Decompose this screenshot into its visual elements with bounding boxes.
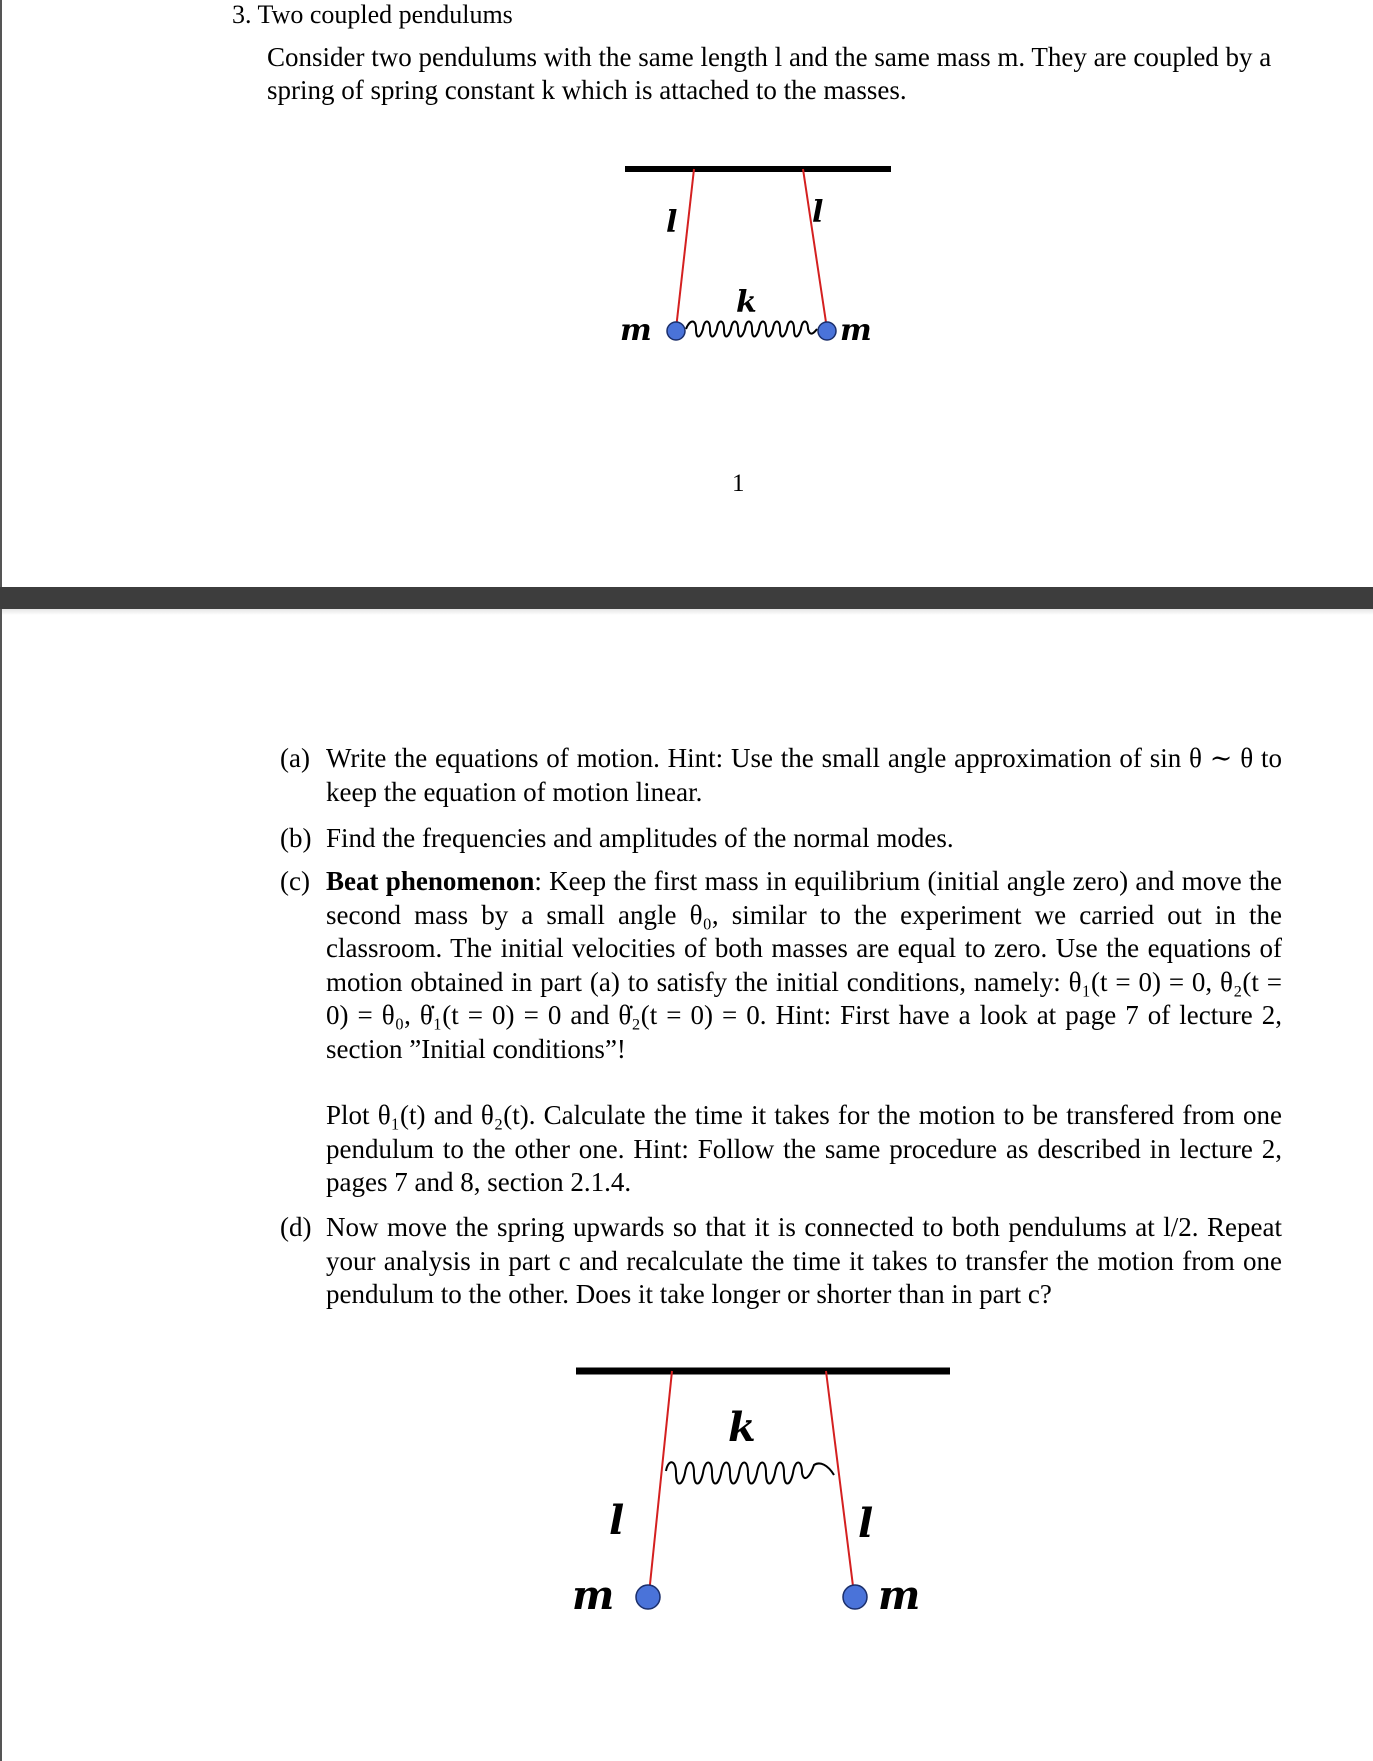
spring-constant-label: k xyxy=(728,1404,756,1451)
left-mass-label: m xyxy=(572,1572,615,1619)
right-length-label: l xyxy=(812,195,824,230)
part-b-text: Find the frequencies and amplitudes of the normal modes. xyxy=(326,823,954,853)
figure-pendulums-midpoint-spring xyxy=(2,609,1373,1761)
right-rod xyxy=(803,169,827,329)
page-2 xyxy=(0,609,1373,1761)
figure-pendulums-bottom-spring xyxy=(2,0,1373,587)
right-mass-ball xyxy=(818,322,836,340)
right-mass-label: m xyxy=(878,1572,921,1619)
left-mass-ball xyxy=(636,1585,660,1609)
right-length-label: l xyxy=(858,1500,874,1547)
left-length-label: l xyxy=(666,205,678,240)
part-c-body: : Keep the first mass in equilibrium (initial angle zero) and move the second mass by a small angle θ₀, similar to the experiment we carried out in the classroom. The initial velocities of both masses are equal to zero. Use the equations of motion obtained in part (a) to satisfy the initial conditions, namely: θ₁(t = 0) = 0, θ₂(t = 0) = θ₀, θ̇₁(t = 0) = 0 and θ̇₂(t = 0) = 0. Hint: First have a look at page 7 of lecture 2, section ”Initial conditions”! xyxy=(326,866,1282,1064)
left-mass-ball xyxy=(667,322,685,340)
spring xyxy=(686,322,817,337)
part-c-label: (c) xyxy=(280,866,310,896)
part-c-bold-heading: Beat phenomenon xyxy=(326,866,535,896)
right-mass-label: m xyxy=(840,313,872,348)
left-rod xyxy=(676,169,694,329)
part-d-text: Now move the spring upwards so that it is connected to both pendulums at l/2. Repeat your analysis in part c and recalculate the time it takes to transfer the motion from one pendulum to the other. Does it take longer or shorter than in part c? xyxy=(326,1212,1282,1309)
spring-constant-label: k xyxy=(736,285,757,320)
section-title: 3. Two coupled pendulums xyxy=(232,0,513,29)
intro-paragraph: Consider two pendulums with the same length l and the same mass m. They are coupled by a spring of spring constant k which is attached to the masses. xyxy=(267,42,1272,105)
left-rod xyxy=(649,1371,672,1594)
right-rod xyxy=(826,1371,854,1594)
part-b-label: (b) xyxy=(280,823,312,853)
left-length-label: l xyxy=(609,1497,625,1544)
part-d-label: (d) xyxy=(280,1212,312,1242)
page-separator xyxy=(0,587,1373,609)
left-mass-label: m xyxy=(620,313,652,348)
spring xyxy=(666,1462,834,1483)
page-number: 1 xyxy=(732,470,745,497)
part-c-plot-paragraph: Plot θ₁(t) and θ₂(t). Calculate the time it takes for the motion to be transfered from one pendulum to the other one. Hint: Follow the same procedure as described in lecture 2, pages 7 and 8, section 2.1.4. xyxy=(326,1100,1282,1197)
part-a-text: Write the equations of motion. Hint: Use the small angle approximation of sin θ ∼ θ to keep the equation of motion linear. xyxy=(326,743,1282,807)
page-1 xyxy=(0,0,1373,587)
part-a-label: (a) xyxy=(280,743,310,773)
right-mass-ball xyxy=(843,1585,867,1609)
